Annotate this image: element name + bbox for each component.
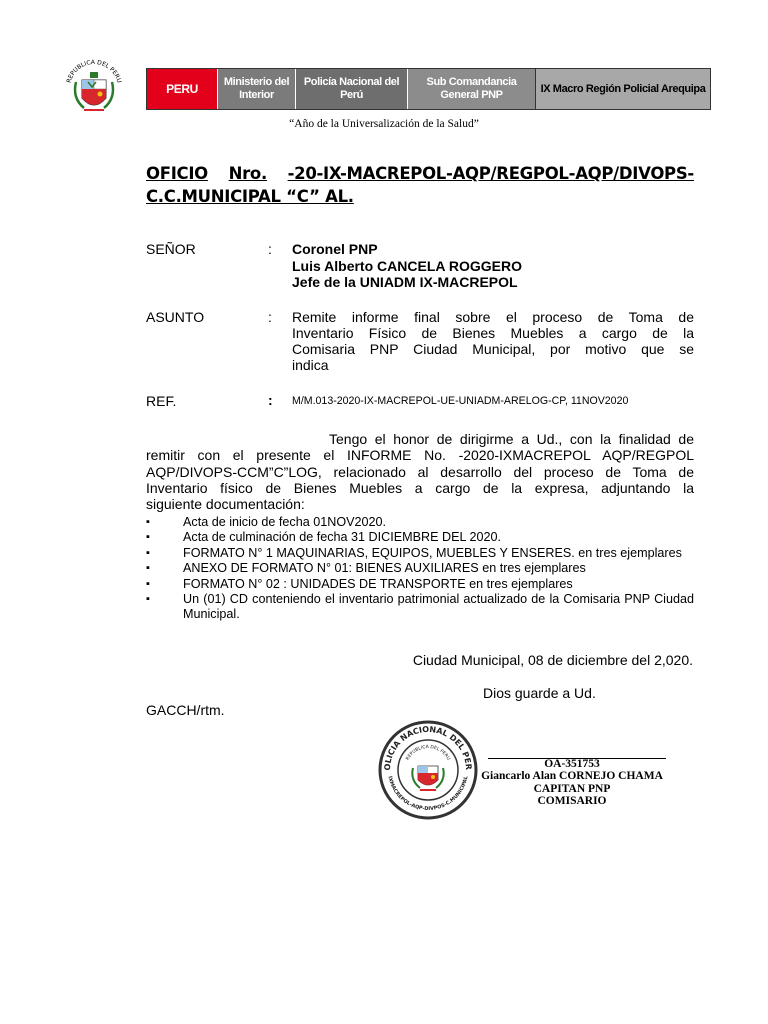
seal-inner-text: REPUBLICA DEL PERU [405, 744, 451, 762]
oficio-code: -20-IX-MACREPOL-AQP/REGPOL-AQP/DIVOPS- [287, 164, 694, 183]
list-item: ▪ ANEXO DE FORMATO N° 01: BIENES AUXILIARES en tres ejemplares [146, 561, 694, 576]
ref-value: M/M.013-2020-IX-MACREPOL-UE-UNIADM-ARELOG-CP, 11NOV2020 [292, 395, 629, 407]
ref-label: REF. [146, 393, 177, 409]
seal-bottom-text: IXMACREPOL-AQP-DIVPOS-C.MUNICIPAL [386, 775, 470, 813]
asunto-label: ASUNTO [146, 309, 205, 325]
recipient-position: Jefe de la UNIADM IX-MACREPOL [292, 274, 518, 290]
header-policia: Policía Nacional del Perú [295, 69, 407, 109]
asunto-colon: : [268, 309, 272, 325]
oficio-word: OFICIO [146, 164, 208, 183]
oficio-line2: C.C.MUNICIPAL “C” AL. [146, 187, 354, 206]
list-item: ▪ Un (01) CD conteniendo el inventario patrimonial actualizado de la Comisaria PNP Ciudad Municipal. [146, 592, 694, 623]
asunto-text [292, 309, 694, 373]
senor-colon: : [268, 241, 272, 257]
header-region: IX Macro Región Policial Arequipa [535, 69, 710, 109]
asunto-line: Comisaria PNP Ciudad Municipal, por motivo que se [292, 341, 694, 357]
police-seal-stamp [376, 718, 480, 822]
oficio-number-title [146, 162, 694, 208]
list-item: ▪ FORMATO N° 02 : UNIDADES DE TRANSPORTE en tres ejemplares [146, 577, 694, 592]
body-line: Tengo el honor de dirigirme a Ud., con la finalidad de [329, 431, 694, 447]
asunto-line: Inventario Físico de Bienes Muebles a cargo de la [292, 325, 694, 341]
initials: GACCH/rtm. [146, 702, 225, 718]
institution-header-bar [146, 68, 711, 110]
documents-list [146, 515, 694, 623]
list-item: ▪ FORMATO N° 1 MAQUINARIAS, EQUIPOS, MUEBLES Y ENSERES. en tres ejemplares [146, 546, 694, 561]
signature-rank: CAPITAN PNP [533, 782, 611, 795]
signature-name: Giancarlo Alan CORNEJO CHAMA [481, 770, 663, 783]
senor-label: SEÑOR [146, 241, 196, 257]
place-date: Ciudad Municipal, 08 de diciembre del 2,020. [412, 652, 693, 668]
body-line: AQP/DIVOPS-CCM”C”LOG, relacionado al desarrollo del proceso de Toma de [146, 463, 694, 480]
body-line: remitir con el presente el INFORME No. -2020-IXMACREPOL AQP/REGPOL [146, 447, 694, 464]
header-subcomandancia: Sub Comandancia General PNP [407, 69, 535, 109]
body-line: Inventario físico de Bienes Muebles a cargo de la expresa, adjuntando la [146, 479, 694, 496]
header-ministerio: Ministerio del Interior [217, 69, 295, 109]
recipient-name: Luis Alberto CANCELA ROGGERO [292, 257, 522, 274]
list-item: ▪ Acta de inicio de fecha 01NOV2020. [146, 515, 694, 530]
list-item: ▪ Acta de culminación de fecha 31 DICIEMBRE DEL 2020. [146, 530, 694, 545]
seal-outer-text: OLICIA NACIONAL DEL PER [382, 724, 474, 771]
body-paragraph [146, 431, 694, 512]
signature-position: COMISARIO [537, 795, 607, 808]
ref-colon: : [268, 392, 273, 408]
crest-text: REPUBLICA DEL PERU [65, 58, 123, 84]
asunto-line: Remite informe final sobre el proceso de Toma de [292, 309, 694, 325]
recipient-rank: Coronel PNP [292, 241, 378, 257]
recipient-block [292, 241, 694, 291]
year-motto: “Año de la Universalización de la Salud” [289, 118, 479, 130]
header-peru: PERU [147, 69, 217, 109]
oficio-nro: Nro. [228, 164, 267, 183]
farewell: Dios guarde a Ud. [483, 685, 596, 701]
signature-block [476, 758, 668, 808]
peru-coat-of-arms-icon [62, 58, 126, 118]
body-line: siguiente documentación: [146, 496, 305, 513]
asunto-line: indica [292, 357, 329, 373]
signature-code: OA-351753 [544, 758, 600, 770]
